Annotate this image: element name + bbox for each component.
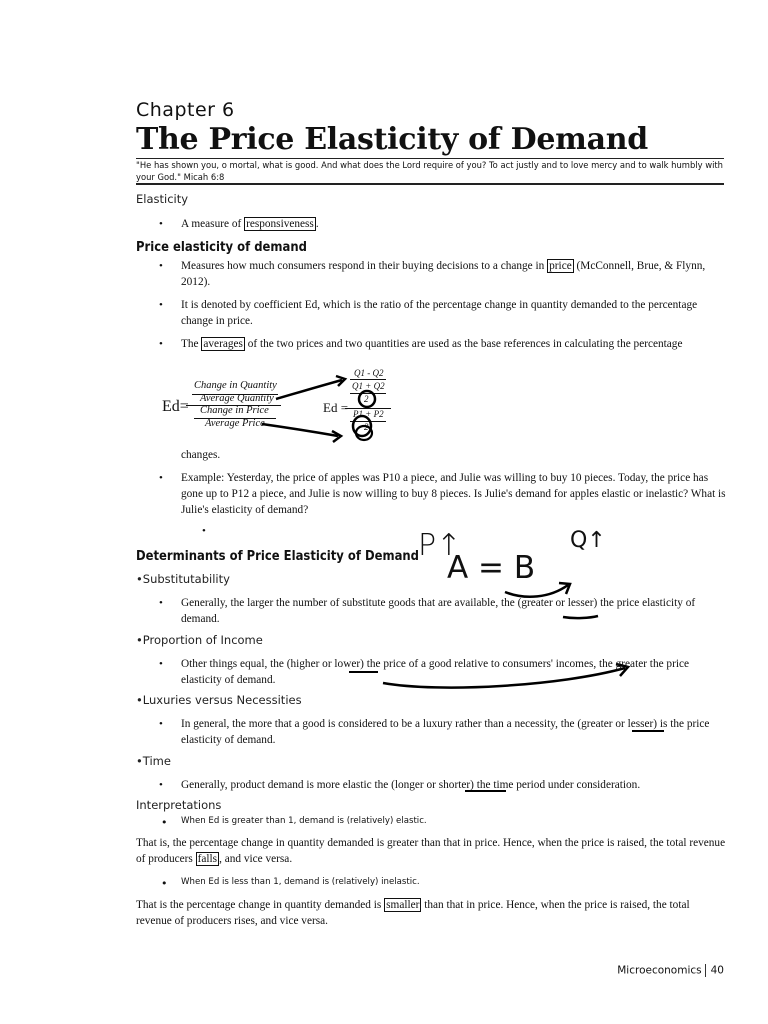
formula-q-diff: Q1 - Q2	[354, 368, 384, 378]
formula-p-sum: P1 + P2	[353, 409, 384, 419]
page-title: The Price Elasticity of Demand	[136, 122, 648, 157]
proportion-heading: •Proportion of Income	[136, 633, 263, 647]
ped-bullet-1: • Measures how much consumers respond in their buying decisions to a change in price (McConnell, Brue, & Flynn, 2012).	[159, 260, 706, 288]
substitutability-bullet: • Generally, the larger the number of substitute goods that are available, the (greater or lesser) the price elasticity of demand.	[159, 597, 696, 625]
formula-q-sum: Q1 + Q2	[352, 381, 385, 391]
boxed-averages: averages	[203, 338, 243, 350]
page-number: 40	[710, 964, 724, 977]
formula-ed-label: Ed=	[162, 398, 189, 415]
stray-bullet: •	[202, 525, 206, 537]
ped-bullet-3-cont: changes.	[181, 449, 221, 461]
proportion-bullet: • Other things equal, the (higher or lower) the price of a good relative to consumers' incomes, the greater the price elasticity of demand.	[159, 658, 690, 686]
time-bullet: • Generally, product demand is more elastic the (longer or shorter) the time period under consideration.	[159, 779, 641, 791]
formula-ed-label-2: Ed =	[323, 400, 349, 415]
boxed-responsiveness: responsiveness	[246, 218, 314, 230]
scripture-quote: "He has shown you, o mortal, what is good. And what does the Lord require of you? To act justly and to love mercy and to walk humbly with your God." Micah 6:8	[136, 160, 723, 182]
interpretations-heading: Interpretations	[136, 798, 222, 812]
luxuries-bullet: • In general, the more that a good is considered to be a luxury rather than a necessity, the (greater or lesser) is the price elasticity of demand.	[159, 718, 710, 746]
boxed-price: price	[549, 260, 572, 272]
boxed-falls: falls	[197, 853, 218, 865]
ped-bullet-4: • Example: Yesterday, the price of apples was P10 a piece, and Julie was willing to buy 10 pieces. Today, the price has gone up to P12 a piece, and Julie is now willing to buy 8 pieces. Is Julie's demand for apples elastic or inelastic? What is Julie's elasticity of demand?	[159, 472, 726, 516]
substitutability-heading: •Substitutability	[136, 572, 230, 586]
formula-two-1: 2	[364, 394, 369, 404]
boxed-smaller: smaller	[386, 899, 420, 911]
interpretation-1: • When Ed is greater than 1, demand is (relatively) elastic.	[161, 816, 427, 829]
ped-bullet-3: • The averages of the two prices and two quantities are used as the base references in calculating the percentage	[159, 338, 683, 350]
determinants-heading: Determinants of Price Elasticity of Demand	[136, 548, 419, 564]
ped-bullet-2: • It is denoted by coefficient Ed, which is the ratio of the percentage change in quantity demanded to the percentage change in price.	[159, 299, 698, 327]
elasticity-bullet: • A measure of responsiveness .	[159, 218, 319, 230]
luxuries-heading: •Luxuries versus Necessities	[136, 693, 302, 707]
handwritten-p-up: P↑	[418, 528, 462, 563]
ped-heading: Price elasticity of demand	[136, 239, 307, 255]
handwritten-q-up: Q↑	[570, 528, 606, 553]
elasticity-heading: Elasticity	[136, 192, 189, 206]
chapter-label: Chapter 6	[136, 99, 235, 121]
formula-change-quantity: Change in Quantity	[194, 380, 277, 391]
interpretation-2-text: That is the percentage change in quantity demanded is smaller than that in price. Hence, when the price is raised, the total revenue of producers rises, and vice versa.	[136, 899, 690, 927]
footer-book-title: Microeconomics	[617, 964, 702, 977]
formula-change-price: Change in Price	[200, 405, 269, 416]
formula-two-2: 2	[364, 422, 369, 432]
page-footer	[617, 964, 724, 977]
handwritten-a-eq-b: A = B	[447, 550, 536, 586]
footer-separator	[705, 964, 706, 977]
interpretation-1-text: That is, the percentage change in quantity demanded is greater than that in price. Hence, when the price is raised, the total revenue of producers falls , and vice versa.	[136, 837, 726, 865]
formula-average-price: Average Price	[205, 418, 265, 429]
formula-average-quantity: Average Quantity	[200, 393, 274, 404]
time-heading: •Time	[136, 754, 171, 768]
interpretation-2: • When Ed is less than 1, demand is (relatively) inelastic.	[161, 877, 420, 890]
